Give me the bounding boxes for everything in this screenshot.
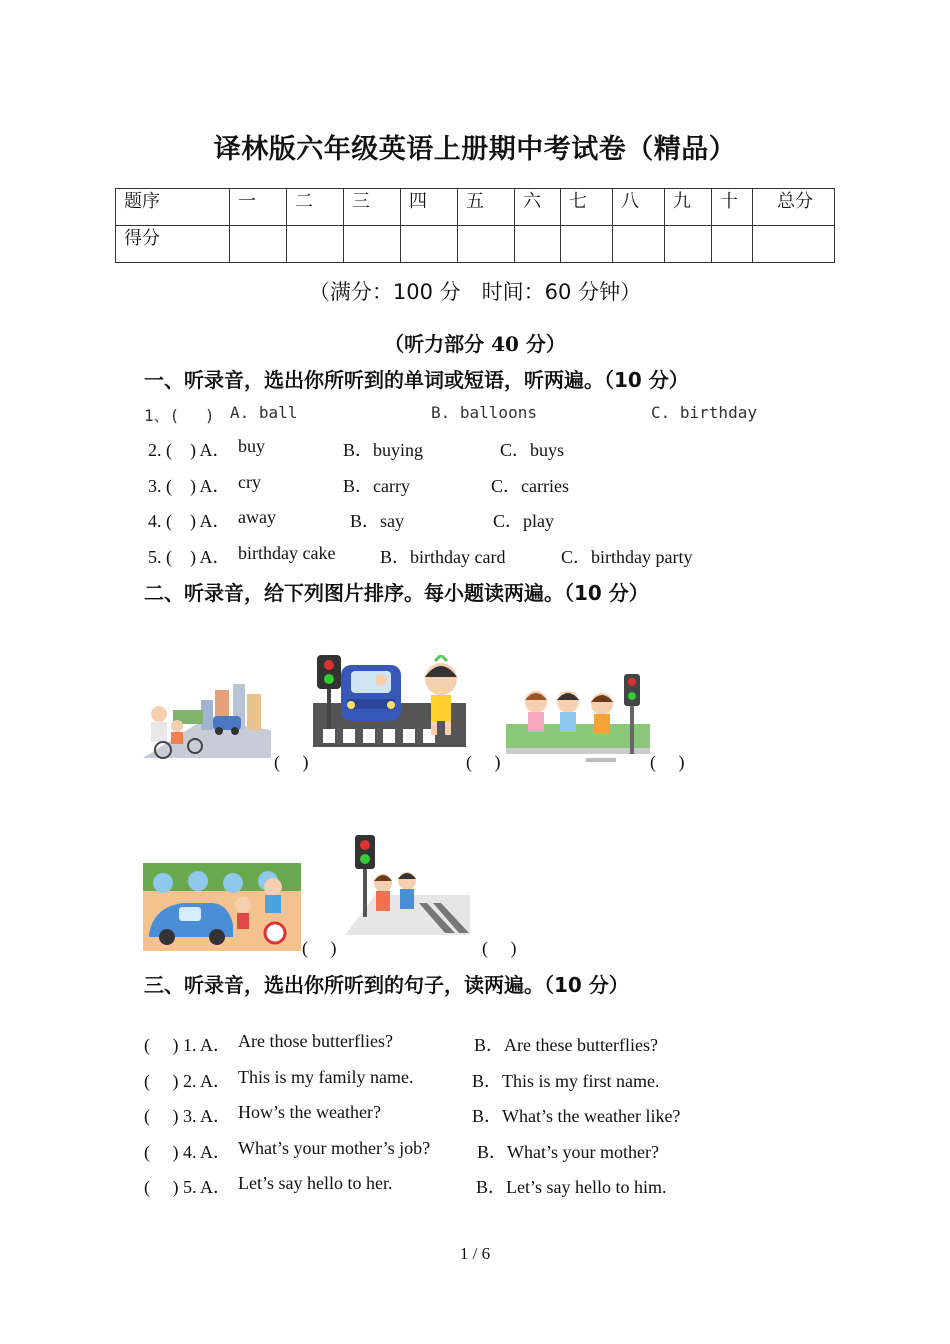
score-cell: 一 bbox=[230, 189, 287, 226]
score-cell: 九 bbox=[665, 189, 712, 226]
pic4-answer-blank[interactable]: ( ) bbox=[302, 938, 337, 958]
q5-option-b: B．birthday card bbox=[380, 547, 506, 567]
s3-q1-number: ( ) 1. A． bbox=[144, 1035, 231, 1055]
section2-heading: 二、听录音，给下列图片排序。每小题读两遍。（10 分） bbox=[144, 581, 649, 605]
q2-option-a: buy bbox=[238, 436, 265, 456]
q3-option-b: B．carry bbox=[343, 476, 410, 496]
score-input-cell[interactable] bbox=[665, 226, 712, 263]
q5-option-c: C．birthday party bbox=[561, 547, 693, 567]
q1-option-b: B. balloons bbox=[431, 403, 537, 422]
score-input-cell[interactable] bbox=[515, 226, 561, 263]
score-input-cell[interactable] bbox=[753, 226, 835, 263]
s3-q4-number: ( ) 4. A． bbox=[144, 1142, 231, 1162]
s3-q2-option-a: This is my family name. bbox=[238, 1067, 414, 1087]
q2-option-b: B．buying bbox=[343, 440, 424, 460]
q4-option-c: C．play bbox=[493, 511, 554, 531]
q1-number: 1、( ) bbox=[144, 406, 215, 425]
section3-heading: 三、听录音，选出你所听到的句子，读两遍。（10 分） bbox=[144, 973, 629, 997]
q3-option-a: cry bbox=[238, 472, 261, 492]
score-input-cell[interactable] bbox=[344, 226, 401, 263]
page-number: 1 / 6 bbox=[459, 1244, 491, 1263]
page-title: 译林版六年级英语上册期中考试卷（精品） bbox=[213, 134, 737, 165]
q4-option-b: B．say bbox=[350, 511, 404, 531]
s3-q1-option-b: B．Are these butterflies? bbox=[474, 1035, 658, 1055]
crosswalk-car-picture bbox=[313, 655, 466, 747]
score-cell: 总分 bbox=[753, 189, 835, 226]
pic5-answer-blank[interactable]: ( ) bbox=[482, 938, 517, 958]
s3-q4-option-a: What’s your mother’s job? bbox=[238, 1138, 431, 1158]
s3-q3-number: ( ) 3. A． bbox=[144, 1106, 231, 1126]
s3-q2-option-b: B．This is my first name. bbox=[472, 1071, 660, 1091]
score-cell: 七 bbox=[561, 189, 613, 226]
score-input-cell[interactable] bbox=[230, 226, 287, 263]
q2-option-c: C．buys bbox=[500, 440, 565, 460]
score-input-cell[interactable] bbox=[287, 226, 344, 263]
score-input-cell[interactable] bbox=[712, 226, 753, 263]
listening-part-heading: （听力部分 40 分） bbox=[384, 332, 566, 356]
score-input-cell[interactable] bbox=[458, 226, 515, 263]
q3-number: 3. ( ) A． bbox=[148, 476, 231, 496]
s3-q3-option-a: How’s the weather? bbox=[238, 1102, 381, 1122]
score-table bbox=[115, 188, 835, 263]
q5-option-a: birthday cake bbox=[238, 543, 336, 563]
score-cell: 题序 bbox=[116, 189, 230, 226]
s3-q4-option-b: B．What’s your mother? bbox=[477, 1142, 659, 1162]
s3-q5-option-b: B．Let’s say hello to him. bbox=[476, 1177, 667, 1197]
score-cell: 二 bbox=[287, 189, 344, 226]
car-children-picture bbox=[143, 863, 301, 951]
q3-option-c: C．carries bbox=[491, 476, 569, 496]
q4-option-a: away bbox=[238, 507, 276, 527]
score-cell: 得分 bbox=[116, 226, 230, 263]
s3-q1-option-a: Are those butterflies? bbox=[238, 1031, 393, 1051]
score-input-cell[interactable] bbox=[401, 226, 458, 263]
s3-q5-option-a: Let’s say hello to her. bbox=[238, 1173, 393, 1193]
q1-option-c: C. birthday bbox=[651, 403, 757, 422]
q4-number: 4. ( ) A． bbox=[148, 511, 231, 531]
score-input-cell[interactable] bbox=[613, 226, 665, 263]
pic1-answer-blank[interactable]: ( ) bbox=[274, 752, 309, 772]
exam-info: （满分：100 分 时间：60 分钟） bbox=[308, 280, 642, 304]
three-kids-traffic-light-picture bbox=[506, 672, 650, 766]
street-bike-picture bbox=[143, 680, 271, 760]
score-cell: 五 bbox=[458, 189, 515, 226]
pic2-answer-blank[interactable]: ( ) bbox=[466, 752, 501, 772]
score-cell: 八 bbox=[613, 189, 665, 226]
score-table-header-row bbox=[116, 189, 835, 226]
s3-q5-number: ( ) 5. A． bbox=[144, 1177, 231, 1197]
q1-option-a: A. ball bbox=[230, 403, 298, 422]
s3-q2-number: ( ) 2. A． bbox=[144, 1071, 231, 1091]
score-cell: 四 bbox=[401, 189, 458, 226]
score-cell: 三 bbox=[344, 189, 401, 226]
s3-q3-option-b: B．What’s the weather like? bbox=[472, 1106, 681, 1126]
score-cell: 十 bbox=[712, 189, 753, 226]
two-kids-crosswalk-picture bbox=[345, 833, 470, 935]
q2-number: 2. ( ) A． bbox=[148, 440, 231, 460]
score-cell: 六 bbox=[515, 189, 561, 226]
pic3-answer-blank[interactable]: ( ) bbox=[650, 752, 685, 772]
section1-heading: 一、听录音，选出你所听到的单词或短语，听两遍。（10 分） bbox=[144, 368, 689, 392]
score-table-score-row bbox=[116, 226, 835, 263]
q5-number: 5. ( ) A． bbox=[148, 547, 231, 567]
score-input-cell[interactable] bbox=[561, 226, 613, 263]
